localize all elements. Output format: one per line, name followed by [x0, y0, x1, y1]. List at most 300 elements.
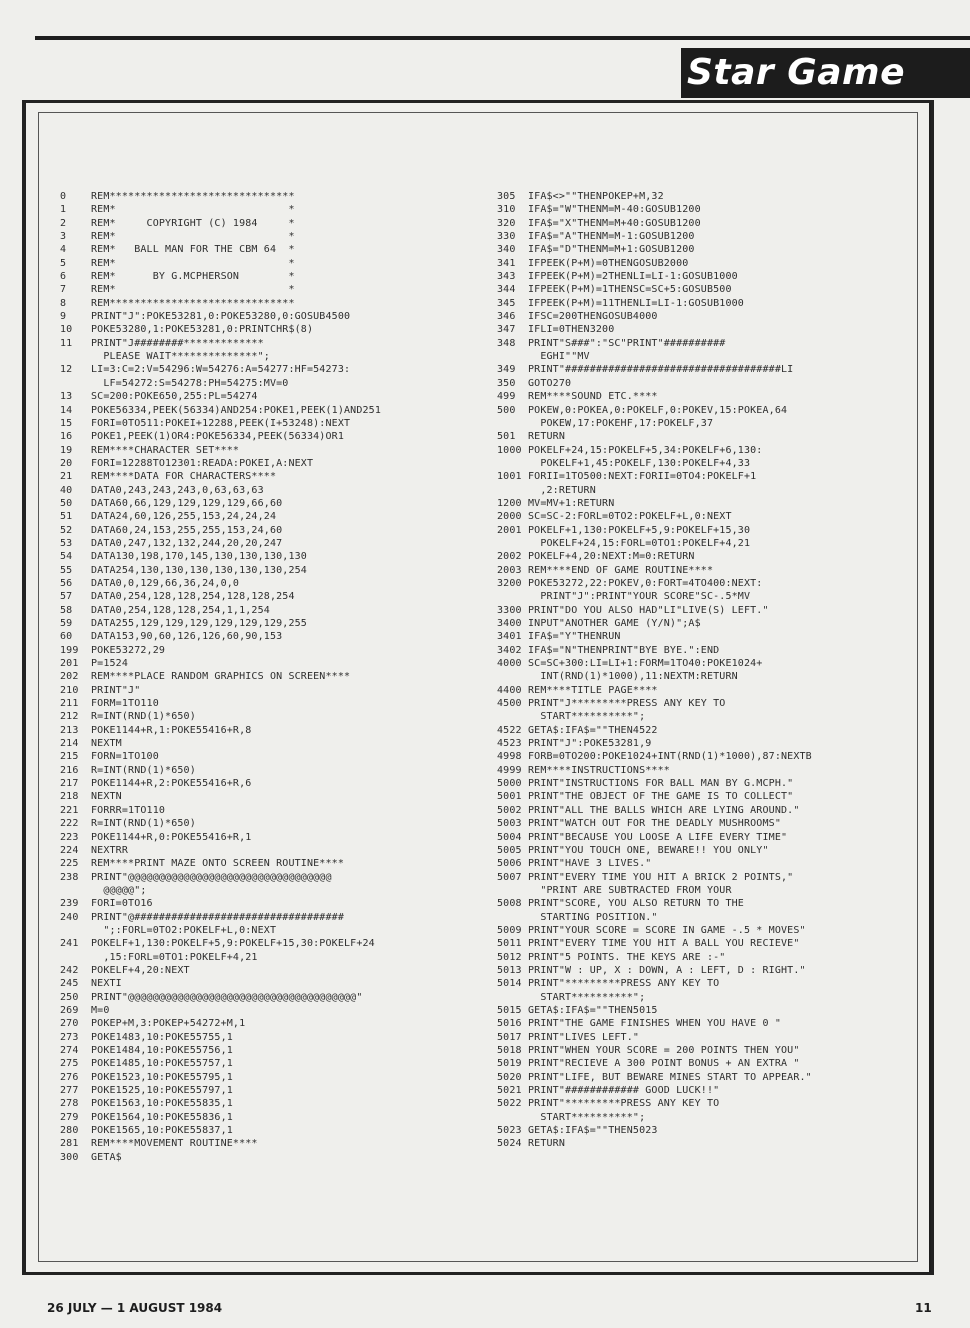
code-text: DATA254,130,130,130,130,130,130,254 — [91, 564, 307, 576]
code-line — [497, 1017, 947, 1030]
code-text: POKE1525,10:POKE55797,1 — [91, 1085, 233, 1097]
code-line — [60, 897, 510, 910]
line-number: 5 — [60, 257, 67, 269]
line-number: 280 — [60, 1125, 79, 1137]
line-number: 240 — [60, 911, 79, 923]
line-number: 1001 — [497, 471, 522, 483]
code-text: MV=MV+1:RETURN — [528, 497, 615, 509]
code-line — [497, 1137, 947, 1150]
code-line — [60, 831, 510, 844]
code-text: EGHI""MV — [528, 351, 590, 363]
page-number: 11 — [915, 1301, 932, 1315]
line-number: 343 — [497, 271, 516, 283]
code-text: REM****************************** — [91, 297, 295, 309]
code-text: POKEP+M,3:POKEP+54272+M,1 — [91, 1018, 246, 1030]
code-text: POKE1144+R,0:POKE55416+R,1 — [91, 831, 252, 843]
code-line — [497, 817, 947, 830]
code-line — [497, 377, 947, 390]
code-line — [60, 750, 510, 763]
code-line — [497, 630, 947, 643]
line-number: 210 — [60, 684, 79, 696]
code-line — [497, 737, 947, 750]
code-text: REM****INSTRUCTIONS**** — [528, 764, 670, 776]
code-line — [60, 484, 510, 497]
code-line — [497, 257, 947, 270]
code-text: IFPEEK(P+M)=1THENSC=SC+5:GOSUB500 — [528, 284, 732, 296]
code-text: POKE53272,22:POKEV,0:FORT=4TO400:NEXT: — [528, 577, 763, 589]
code-text: PRINT"5 POINTS. THE KEYS ARE :-" — [528, 951, 726, 963]
line-number: 201 — [60, 658, 79, 670]
line-number: 2 — [60, 217, 67, 229]
code-line — [497, 831, 947, 844]
code-line — [497, 1031, 947, 1044]
line-number: 3 — [60, 231, 67, 243]
line-number: 0 — [60, 191, 67, 202]
code-text: REM* * — [91, 257, 295, 269]
code-line — [60, 657, 510, 670]
code-line — [497, 564, 947, 577]
code-text: STARTING POSITION." — [528, 911, 658, 923]
code-line — [60, 951, 510, 964]
line-number: 348 — [497, 337, 516, 349]
line-number: 4999 — [497, 764, 522, 776]
code-text: POKE1564,10:POKE55836,1 — [91, 1111, 233, 1123]
code-text: POKE1565,10:POKE55837,1 — [91, 1125, 233, 1137]
code-line — [497, 310, 947, 323]
code-text: IFSC=200THENGOSUB4000 — [528, 311, 658, 323]
code-text: NEXTI — [91, 978, 122, 990]
code-line — [60, 363, 510, 376]
line-number: 281 — [60, 1138, 79, 1150]
code-text: DATA0,243,243,243,0,63,63,63 — [91, 484, 264, 496]
line-number: 7 — [60, 284, 67, 296]
line-number: 225 — [60, 858, 79, 870]
code-line — [60, 404, 510, 417]
code-line — [60, 190, 510, 203]
code-text: SC=SC-2:FORL=0TO2:POKELF+L,0:NEXT — [528, 511, 732, 523]
code-text: M=0 — [91, 1004, 110, 1016]
line-number: 274 — [60, 1045, 79, 1056]
code-text: FORRR=1TO110 — [91, 804, 166, 816]
code-text: R=INT(RND(1)*650) — [91, 764, 196, 776]
code-line — [497, 777, 947, 790]
code-text: GETA$:IFA$=""THEN5023 — [528, 1125, 658, 1137]
code-line — [60, 804, 510, 817]
code-text: PRINT"*********PRESS ANY KEY TO — [528, 1098, 720, 1110]
code-text: INT(RND(1)*1000),11:NEXTM:RETURN — [528, 671, 738, 683]
code-text: GOTO270 — [528, 377, 572, 389]
line-number: 4400 — [497, 684, 522, 696]
line-number: 250 — [60, 991, 79, 1003]
code-text: REM* BALL MAN FOR THE CBM 64 * — [91, 244, 295, 256]
code-line — [60, 644, 510, 657]
line-number: 19 — [60, 444, 73, 456]
line-number: 275 — [60, 1058, 79, 1070]
line-number: 300 — [60, 1151, 79, 1163]
code-line — [497, 444, 947, 457]
code-text: POKE1,PEEK(1)OR4:POKE56334,PEEK(56334)OR1 — [91, 431, 344, 443]
code-text: PRINT"YOU TOUCH ONE, BEWARE!! YOU ONLY" — [528, 844, 769, 856]
code-text: PLEASE WAIT**************"; — [91, 351, 270, 363]
code-line — [60, 630, 510, 643]
line-number: 5008 — [497, 898, 522, 910]
code-text: GETA$:IFA$=""THEN5015 — [528, 1004, 658, 1016]
code-text: RETURN — [528, 431, 566, 443]
code-text: IFA$="W"THENM=M-40:GOSUB1200 — [528, 204, 701, 216]
code-line — [60, 537, 510, 550]
line-number: 5013 — [497, 964, 522, 976]
line-number: 11 — [60, 337, 73, 349]
line-number: 5001 — [497, 791, 522, 803]
code-line — [60, 764, 510, 777]
code-line — [497, 750, 947, 763]
line-number: 5024 — [497, 1138, 522, 1150]
code-line — [497, 617, 947, 630]
code-text: PRINT"YOUR SCORE = SCORE IN GAME -.5 * MOVES" — [528, 924, 806, 936]
code-text: PRINT"W : UP, X : DOWN, A : LEFT, D : RIGHT." — [528, 964, 806, 976]
code-text: ";:FORL=0TO2:POKELF+L,0:NEXT — [91, 924, 277, 936]
line-number: 341 — [497, 257, 516, 269]
code-line — [60, 1084, 510, 1097]
line-number: 1 — [60, 204, 67, 216]
code-line — [497, 283, 947, 296]
code-line — [60, 844, 510, 857]
code-line — [60, 670, 510, 683]
line-number: 499 — [497, 391, 516, 403]
code-line — [497, 844, 947, 857]
code-text: PRINT"RECIEVE A 300 POINT BONUS + AN EXTRA " — [528, 1058, 800, 1070]
code-line — [497, 1071, 947, 1084]
code-text: POKE1523,10:POKE55795,1 — [91, 1071, 233, 1083]
line-number: 15 — [60, 417, 73, 429]
code-text: PRINT"J":PRINT"YOUR SCORE"SC-.5*MV — [528, 591, 751, 603]
code-text: FORI=0TO511:POKEI+12288,PEEK(I+53248):NEXT — [91, 417, 351, 429]
code-line — [60, 724, 510, 737]
code-text: IFPEEK(P+M)=2THENLI=LI-1:GOSUB1000 — [528, 271, 738, 283]
code-text: START**********"; — [528, 711, 646, 723]
code-text: DATA24,60,126,255,153,24,24,24 — [91, 511, 277, 523]
code-text: DATA0,0,129,66,36,24,0,0 — [91, 577, 240, 589]
code-line — [497, 243, 947, 256]
code-text: IFA$="N"THENPRINT"BYE BYE.":END — [528, 644, 720, 656]
code-line — [497, 884, 947, 897]
code-text: PRINT"*********PRESS ANY KEY TO — [528, 978, 720, 990]
code-line — [60, 457, 510, 470]
code-line — [497, 1124, 947, 1137]
code-line — [60, 924, 510, 937]
code-text: FORM=1TO110 — [91, 698, 159, 710]
code-line — [60, 697, 510, 710]
line-number: 221 — [60, 804, 79, 816]
code-text: DATA0,247,132,132,244,20,20,247 — [91, 537, 283, 549]
code-line — [497, 644, 947, 657]
code-line — [497, 590, 947, 603]
code-line — [497, 1057, 947, 1070]
code-text: NEXTM — [91, 738, 122, 750]
line-number: 202 — [60, 671, 79, 683]
code-line — [60, 577, 510, 590]
code-text: FORN=1TO100 — [91, 751, 159, 763]
code-text: GETA$:IFA$=""THEN4522 — [528, 724, 658, 736]
code-text: PRINT"THE GAME FINISHES WHEN YOU HAVE 0 " — [528, 1018, 781, 1030]
line-number: 5000 — [497, 778, 522, 790]
code-text: IFA$="X"THENM=M+40:GOSUB1200 — [528, 217, 701, 229]
line-number: 242 — [60, 964, 79, 976]
code-line — [497, 484, 947, 497]
code-text: P=1524 — [91, 658, 129, 670]
line-number: 213 — [60, 724, 79, 736]
line-number: 58 — [60, 604, 73, 616]
code-line — [60, 430, 510, 443]
line-number: 20 — [60, 457, 73, 469]
code-line — [497, 337, 947, 350]
code-line — [60, 510, 510, 523]
code-line — [60, 790, 510, 803]
line-number: 55 — [60, 564, 73, 576]
code-text: PRINT"J" — [91, 684, 141, 696]
code-line — [60, 1137, 510, 1150]
code-text: ,15:FORL=0TO1:POKELF+4,21 — [91, 951, 258, 963]
code-text: PRINT"WATCH OUT FOR THE DEADLY MUSHROOMS" — [528, 818, 781, 830]
line-number: 310 — [497, 204, 516, 216]
line-number: 501 — [497, 431, 516, 443]
code-text: POKELF+1,130:POKELF+5,9:POKELF+15,30 — [528, 524, 751, 536]
code-text: POKE53280,1:POKE53281,0:PRINTCHR$(8) — [91, 324, 314, 336]
code-text: REM****PLACE RANDOM GRAPHICS ON SCREEN**** — [91, 671, 351, 683]
line-number: 5014 — [497, 978, 522, 990]
line-number: 4000 — [497, 658, 522, 670]
code-text: REM****END OF GAME ROUTINE**** — [528, 564, 714, 576]
code-line — [497, 297, 947, 310]
line-number: 3200 — [497, 577, 522, 589]
code-text: REM****TITLE PAGE**** — [528, 684, 658, 696]
code-text: PRINT"S###":"SC"PRINT"########## — [528, 337, 726, 349]
line-number: 4998 — [497, 751, 522, 763]
code-text: NEXTN — [91, 791, 122, 803]
code-text: REM****PRINT MAZE ONTO SCREEN ROUTINE**** — [91, 858, 344, 870]
line-number: 340 — [497, 244, 516, 256]
line-number: 50 — [60, 497, 73, 509]
code-text: PRINT"@################################## — [91, 911, 344, 923]
line-number: 216 — [60, 764, 79, 776]
code-line — [497, 857, 947, 870]
code-text: REM* BY G.MCPHERSON * — [91, 271, 295, 283]
code-text: PRINT"EVERY TIME YOU HIT A BALL YOU RECIEVE" — [528, 938, 800, 950]
line-number: 5016 — [497, 1018, 522, 1030]
line-number: 270 — [60, 1018, 79, 1030]
line-number: 57 — [60, 591, 73, 603]
line-number: 218 — [60, 791, 79, 803]
code-line — [60, 977, 510, 990]
code-line — [60, 1031, 510, 1044]
line-number: 2001 — [497, 524, 522, 536]
code-line — [497, 670, 947, 683]
code-line — [60, 777, 510, 790]
code-line — [497, 657, 947, 670]
code-text: PRINT"THE OBJECT OF THE GAME IS TO COLLECT" — [528, 791, 794, 803]
line-number: 239 — [60, 898, 79, 910]
code-line — [60, 737, 510, 750]
line-number: 21 — [60, 471, 73, 483]
line-number: 9 — [60, 311, 67, 323]
line-number: 5002 — [497, 804, 522, 816]
line-number: 5019 — [497, 1058, 522, 1070]
code-line — [497, 897, 947, 910]
code-text: INPUT"ANOTHER GAME (Y/N)";A$ — [528, 618, 701, 629]
code-text: DATA0,254,128,128,254,128,128,254 — [91, 591, 295, 603]
code-text: SC=SC+300:LI=LI+1:FORM=1TO40:POKE1024+ — [528, 658, 763, 670]
code-line — [60, 710, 510, 723]
code-line — [497, 537, 947, 550]
code-line — [497, 497, 947, 510]
code-line — [60, 564, 510, 577]
code-text: POKE53272,29 — [91, 644, 166, 656]
code-line — [497, 363, 947, 376]
code-text: POKELF+4,20:NEXT:M=0:RETURN — [528, 551, 695, 563]
line-number: 5011 — [497, 938, 522, 950]
line-number: 350 — [497, 377, 516, 389]
code-text: START**********"; — [528, 991, 646, 1003]
code-text: @@@@@"; — [91, 884, 147, 896]
line-number: 5012 — [497, 951, 522, 963]
code-line — [497, 911, 947, 924]
code-line — [497, 604, 947, 617]
line-number: 5015 — [497, 1004, 522, 1016]
code-line — [60, 390, 510, 403]
line-number: 223 — [60, 831, 79, 843]
line-number: 241 — [60, 938, 79, 950]
line-number: 278 — [60, 1098, 79, 1110]
line-number: 4523 — [497, 738, 522, 750]
code-line — [497, 350, 947, 363]
code-line — [60, 1057, 510, 1070]
line-number: 347 — [497, 324, 516, 336]
code-text: PRINT"EVERY TIME YOU HIT A BRICK 2 POINTS," — [528, 871, 794, 883]
line-number: 4 — [60, 244, 67, 256]
code-line — [60, 1044, 510, 1057]
code-line — [497, 510, 947, 523]
code-text: DATA0,254,128,128,254,1,1,254 — [91, 604, 270, 616]
code-text: IFPEEK(P+M)=0THENGOSUB2000 — [528, 257, 689, 269]
line-number: 212 — [60, 711, 79, 723]
code-line — [497, 710, 947, 723]
code-line — [497, 550, 947, 563]
code-text: GETA$ — [91, 1151, 122, 1163]
code-text: POKE1484,10:POKE55756,1 — [91, 1045, 233, 1056]
code-line — [60, 270, 510, 283]
code-line — [60, 684, 510, 697]
code-text: REM****************************** — [91, 191, 295, 202]
code-text: DATA60,66,129,129,129,129,66,60 — [91, 497, 283, 509]
code-line — [497, 1084, 947, 1097]
line-number: 6 — [60, 271, 67, 283]
code-line — [60, 911, 510, 924]
code-line — [497, 323, 947, 336]
line-number: 52 — [60, 524, 73, 536]
top-rule — [35, 36, 970, 40]
code-line — [60, 217, 510, 230]
code-text: REM****DATA FOR CHARACTERS**** — [91, 471, 277, 483]
line-number: 4500 — [497, 698, 522, 710]
code-line — [60, 937, 510, 950]
code-line — [60, 310, 510, 323]
line-number: 5023 — [497, 1125, 522, 1137]
code-line — [60, 524, 510, 537]
code-text: POKE1483,10:POKE55755,1 — [91, 1031, 233, 1043]
code-text: IFA$="D"THENM=M+1:GOSUB1200 — [528, 244, 695, 256]
line-number: 8 — [60, 297, 67, 309]
code-text: PRINT"HAVE 3 LIVES." — [528, 858, 652, 870]
line-number: 269 — [60, 1004, 79, 1016]
line-number: 60 — [60, 631, 73, 643]
line-number: 277 — [60, 1085, 79, 1097]
code-line — [497, 270, 947, 283]
line-number: 2002 — [497, 551, 522, 563]
code-line — [497, 804, 947, 817]
code-line — [497, 697, 947, 710]
line-number: 211 — [60, 698, 79, 710]
code-line — [60, 871, 510, 884]
code-line — [60, 1097, 510, 1110]
code-text: PRINT"J########************* — [91, 337, 264, 349]
line-number: 51 — [60, 511, 73, 523]
code-text: R=INT(RND(1)*650) — [91, 711, 196, 723]
code-line — [497, 524, 947, 537]
code-line — [497, 577, 947, 590]
line-number: 199 — [60, 644, 79, 656]
code-text: PRINT"INSTRUCTIONS FOR BALL MAN BY G.MCPH." — [528, 778, 794, 790]
code-text: POKELF+1,45:POKELF,130:POKELF+4,33 — [528, 457, 751, 469]
code-line — [60, 350, 510, 363]
line-number: 279 — [60, 1111, 79, 1123]
code-line — [497, 724, 947, 737]
code-text: LF=54272:S=54278:PH=54275:MV=0 — [91, 377, 289, 389]
code-line — [60, 257, 510, 270]
code-line — [497, 977, 947, 990]
code-text: REM* * — [91, 231, 295, 243]
line-number: 276 — [60, 1071, 79, 1083]
code-text: NEXTRR — [91, 844, 129, 856]
code-line — [497, 1097, 947, 1110]
line-number: 330 — [497, 231, 516, 243]
code-line — [497, 457, 947, 470]
code-line — [60, 550, 510, 563]
code-text: IFA$="A"THENM=M-1:GOSUB1200 — [528, 231, 695, 243]
line-number: 53 — [60, 537, 73, 549]
code-text: PRINT"BECAUSE YOU LOOSE A LIFE EVERY TIME" — [528, 831, 788, 843]
line-number: 3400 — [497, 618, 522, 629]
code-text: ,2:RETURN — [528, 484, 596, 496]
code-line — [497, 964, 947, 977]
line-number: 245 — [60, 978, 79, 990]
code-line — [60, 590, 510, 603]
code-line — [497, 190, 947, 203]
code-line — [60, 617, 510, 630]
code-line — [60, 497, 510, 510]
code-text: POKE1485,10:POKE55757,1 — [91, 1058, 233, 1070]
code-line — [497, 203, 947, 216]
code-text: POKEW,17:POKEHF,17:POKELF,37 — [528, 417, 714, 429]
line-number: 5017 — [497, 1031, 522, 1043]
code-text: IFLI=0THEN3200 — [528, 324, 615, 336]
line-number: 5003 — [497, 818, 522, 830]
line-number: 3402 — [497, 644, 522, 656]
code-text: PRINT"ALL THE BALLS WHICH ARE LYING AROUND." — [528, 804, 800, 816]
code-text: POKELF+24,15:FORL=0TO1:POKELF+4,21 — [528, 537, 751, 549]
line-number: 5018 — [497, 1045, 522, 1056]
code-line — [497, 230, 947, 243]
line-number: 2003 — [497, 564, 522, 576]
